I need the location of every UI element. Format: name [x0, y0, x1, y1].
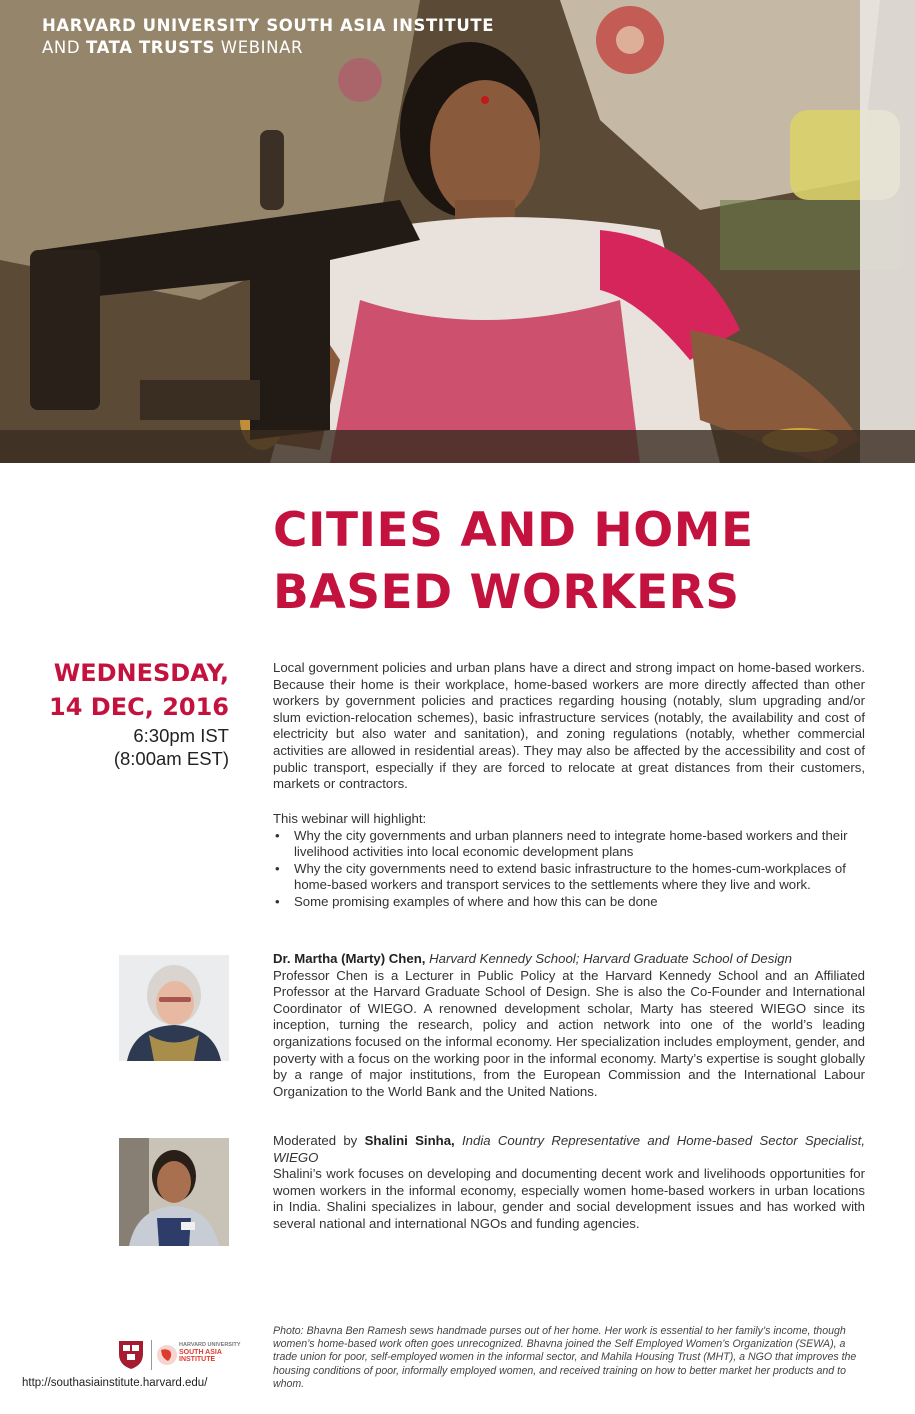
speaker1-portrait	[119, 955, 229, 1061]
highlights-section	[273, 811, 865, 911]
org-header-suffix: WEBINAR	[220, 38, 304, 57]
speaker2-section	[273, 1133, 865, 1233]
event-time-ist: 6:30pm IST	[133, 725, 229, 746]
footer-logos	[118, 1338, 241, 1372]
speaker1-header	[273, 951, 865, 968]
speaker1-bio: Professor Chen is a Lecturer in Public Policy at the Harvard Kennedy School and an Affiliated Professor at the Harvard Graduate School of Design. She is also the Co-Founder and International Coordinator of WIEGO. A renowned development scholar, Marty has steered WIEGO since its inception, turning the research, policy and action network into one of the world’s leading organizations focused on the informal economy. Her specialization includes employment, gender, and poverty with a focus on the working poor in the informal economy. Marty’s expertise is sought globally by a range of major institutions, from the European Commission and the International Labour Organization to the World Bank and the United Nations.	[273, 967, 865, 1099]
hero-photo	[0, 0, 915, 463]
sai-logo-line2: SOUTH ASIA	[179, 1348, 222, 1356]
speaker1-affiliation: Harvard Kennedy School; Harvard Graduate School of Design	[429, 951, 792, 966]
sai-logo-text	[179, 1342, 241, 1364]
event-date-block	[0, 656, 229, 770]
harvard-shield-icon	[118, 1340, 144, 1370]
speaker2-prefix: Moderated by	[273, 1133, 358, 1148]
speaker1-name: Dr. Martha (Marty) Chen,	[273, 951, 426, 966]
speaker2-bio: Shalini’s work focuses on developing and documenting decent work and livelihoods opportunities for women workers in the informal economy, especially women home-based workers in urban locations in India. Shalini specializes in labour, gender and social development issues and has worked with several national and international NGOs and funding agencies.	[273, 1166, 865, 1231]
globe-icon	[156, 1344, 178, 1366]
highlight-item: • Why the city governments need to extend basic infrastructure to the homes-cum-workplaces of home-based workers and transport services to the settlements where they live and work.	[273, 861, 865, 894]
speaker2-header	[273, 1133, 865, 1166]
org-header-line2	[42, 38, 303, 57]
org-header-partner: TATA TRUSTS	[86, 38, 215, 57]
highlight-item: • Some promising examples of where and how this can be done	[273, 894, 865, 911]
website-url[interactable]: http://southasiainstitute.harvard.edu/	[22, 1377, 208, 1389]
org-header-prefix: AND	[42, 38, 81, 57]
speaker2-photo	[119, 1138, 229, 1246]
speaker2-portrait	[119, 1138, 229, 1246]
speaker1-section	[273, 951, 865, 1100]
highlights-list	[273, 828, 865, 911]
org-header-line1: HARVARD UNIVERSITY SOUTH ASIA INSTITUTE	[42, 16, 495, 35]
event-time-est: (8:00am EST)	[113, 748, 229, 769]
event-title-line2: BASED WORKERS	[273, 565, 740, 620]
logo-divider	[151, 1340, 152, 1370]
speaker2-name: Shalini Sinha,	[364, 1133, 455, 1148]
event-title-line1: CITIES AND HOME	[273, 503, 754, 558]
photo-caption: Photo: Bhavna Ben Ramesh sews handmade purses out of her home. Her work is essential to her family’s income, though women’s home-based work often goes unrecognized. Bhavna joined the Self Employed Women’s Organization (SEWA), a trade union for poor, self-employed women in the informal sector, and Mahila Housing Trust (MHT), a NGO that improves the housing conditions of poor, informally employed women, and received training on how to better market her products and to whom.	[273, 1325, 857, 1390]
speaker2-affiliation: India Country Representative and Home-based Sector Specialist, WIEGO	[273, 1133, 866, 1165]
sai-logo-line1: HARVARD UNIVERSITY	[179, 1342, 241, 1348]
highlight-item: • Why the city governments and urban planners need to integrate home-based workers and their livelihood activities into local economic development plans	[273, 828, 865, 861]
sai-logo-line3: INSTITUTE	[179, 1356, 216, 1363]
hero-photo-illustration	[0, 0, 915, 463]
highlights-heading: This webinar will highlight:	[273, 811, 427, 826]
event-date: 14 DEC, 2016	[49, 693, 229, 721]
event-day: WEDNESDAY,	[53, 659, 229, 687]
event-title	[273, 500, 873, 624]
intro-paragraph: Local government policies and urban plans have a direct and strong impact on home-based workers. Because their home is their workplace, home-based workers are more directly affected than other workers by government policies and practices regarding housing (notably, slum upgrading and/or slum eviction-relocation schemes), basic infrastructure services (notably, the availability and cost of electricity but also water and sanitation), and zoning regulations (notably, whether commercial activities are allowed in residential areas). They may also be affected by the accessibility and cost of public transport, especially if they are forced to relocate at great distances from their customers, markets or contractors.	[273, 660, 865, 792]
speaker1-photo	[119, 955, 229, 1061]
